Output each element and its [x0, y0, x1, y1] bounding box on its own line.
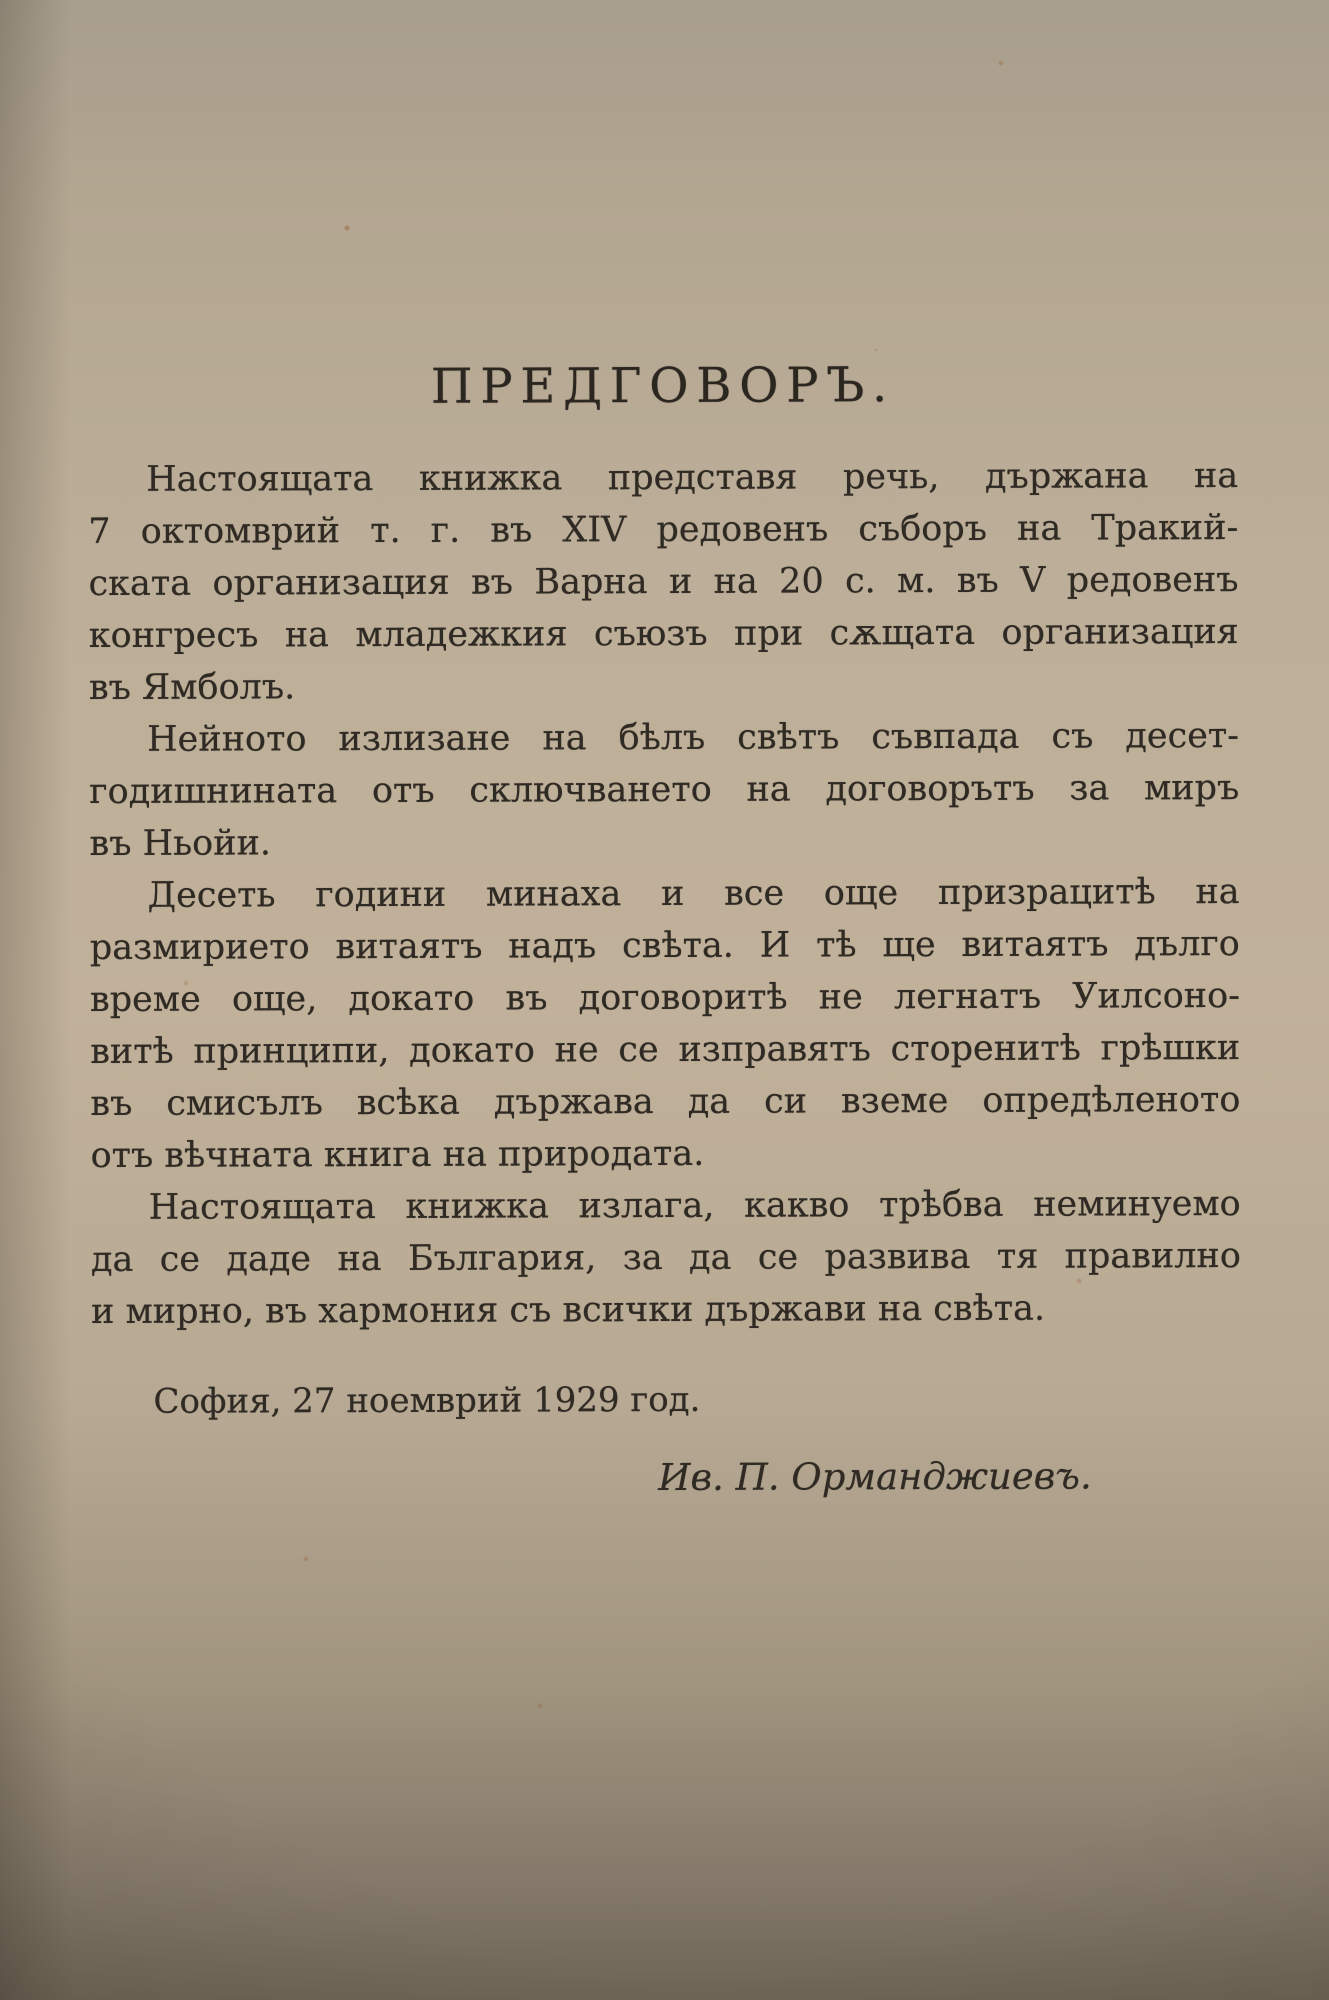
text-line: време още, докато въ договоритѣ не легнатъ Уилсоно- — [89, 975, 1241, 1021]
text-line: витѣ принципи, докато не се изправятъ сторенитѣ грѣшки — [90, 1027, 1241, 1073]
dateline: София, 27 ноемврий 1929 год. — [153, 1379, 701, 1422]
text-line: въ Ньойи. — [89, 823, 272, 865]
author-signature: Ив. П. Орманджиевъ. — [658, 1454, 1092, 1500]
body-text — [88, 450, 1242, 1506]
page-title: ПРЕДГОВОРЪ. — [430, 357, 896, 415]
text-line: и мирно, въ хармония съ всички държави на свѣта. — [91, 1288, 1046, 1333]
text-line: конгресъ на младежкия съюзъ при сѫщата организация — [88, 611, 1239, 657]
text-line: отъ вѣчната книга на природата. — [90, 1133, 705, 1177]
text-line: Настоящата книжка излага, какво трѣбва неминуемо — [148, 1183, 1241, 1228]
text-line: ската организация въ Варна и на 20 с. м. въ V редовенъ — [88, 559, 1239, 605]
text-line: годишнината отъ сключването на договорътъ за миръ — [89, 767, 1240, 813]
text-line: размирието витаятъ надъ свѣта. И тѣ ще витаятъ дълго — [89, 923, 1240, 969]
text-line: Десеть години минаха и все още призрацитѣ на — [147, 871, 1240, 916]
text-line: Настоящата книжка представя речь, държана на — [146, 455, 1239, 500]
text-line: Нейното излизане на бѣлъ свѣтъ съвпада съ десет- — [147, 715, 1240, 760]
text-line: въ Ямболъ. — [88, 667, 296, 709]
text-line: да се даде на България, за да се развива тя правилно — [90, 1235, 1241, 1281]
text-line: въ смисълъ всѣка държава да си вземе опредѣленото — [90, 1079, 1241, 1125]
text-line: 7 октомврий т. г. въ XIV редовенъ съборъ на Тракий- — [88, 507, 1239, 553]
